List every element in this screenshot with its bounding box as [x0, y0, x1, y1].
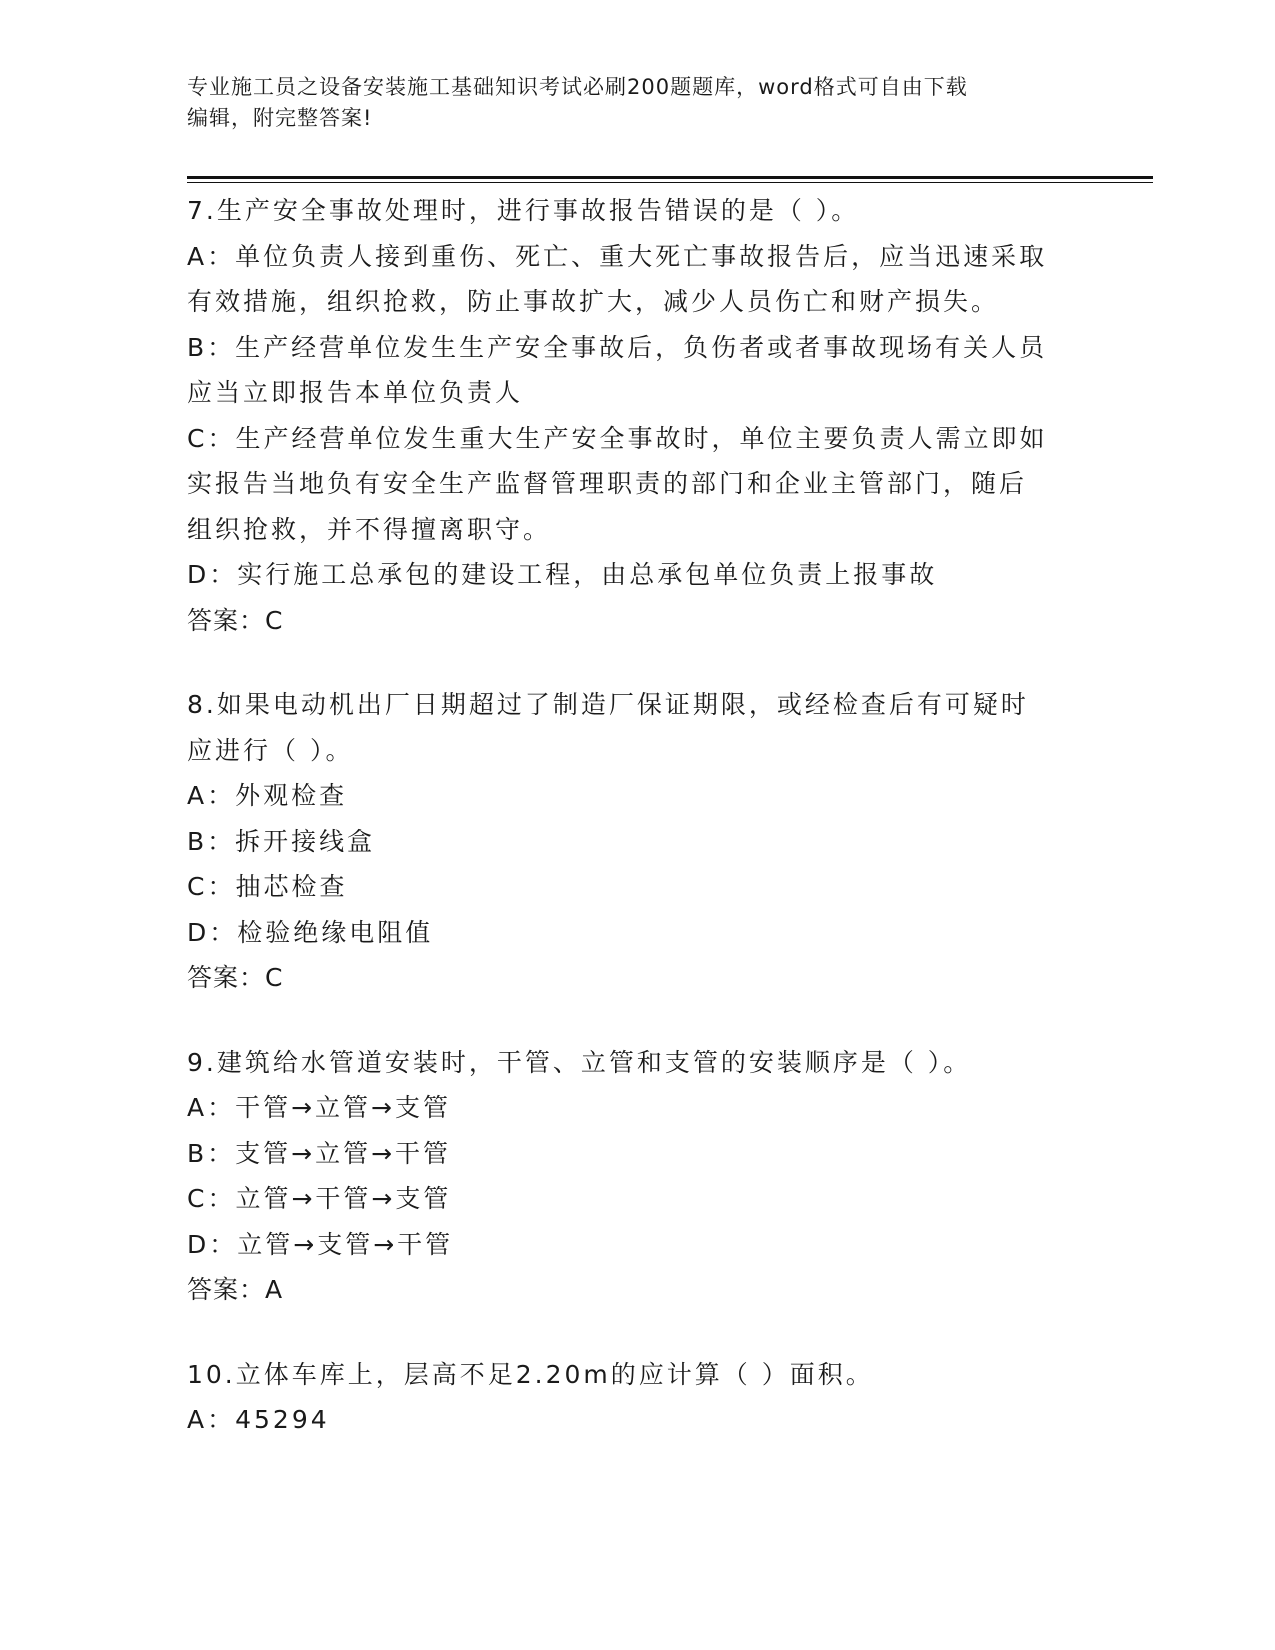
question-7-answer: 答案：C — [187, 605, 284, 635]
question-9-option-d: D：立管→支管→干管 — [187, 1229, 454, 1259]
question-9-option-a: A：干管→立管→支管 — [187, 1093, 451, 1122]
document-header — [187, 72, 1087, 134]
question-7 — [187, 188, 1087, 643]
question-7-option-c: C：生产经营单位发生重大生产安全事故时，单位主要负责人需立即如 — [187, 423, 1048, 453]
question-10 — [187, 1352, 1087, 1443]
question-8-stem-cont: 应进行（ ）。 — [187, 735, 354, 765]
question-7-option-b-cont: 应当立即报告本单位负责人 — [187, 378, 524, 407]
question-9 — [187, 1040, 1087, 1313]
question-9-answer: 答案：A — [187, 1275, 284, 1304]
question-10-option-a: A：45294 — [187, 1405, 330, 1434]
header-divider-thick — [187, 176, 1153, 179]
question-8-option-b: B：拆开接线盒 — [187, 826, 376, 856]
question-7-option-b: B：生产经营单位发生生产安全事故后，负伤者或者事故现场有关人员 — [187, 332, 1048, 362]
question-7-option-c-cont-2: 组织抢救，并不得擅离职守。 — [187, 514, 552, 544]
question-8-option-c: C：抽芯检查 — [187, 872, 348, 901]
question-7-option-d: D：实行施工总承包的建设工程，由总承包单位负责上报事故 — [187, 560, 938, 589]
header-title-line-1: 专业施工员之设备安装施工基础知识考试必刷200题题库，word格式可自由下载 — [187, 75, 968, 99]
question-7-option-a: A：单位负责人接到重伤、死亡、重大死亡事故报告后，应当迅速采取 — [187, 241, 1048, 271]
question-7-option-a-cont: 有效措施，组织抢救，防止事故扩大，减少人员伤亡和财产损失。 — [187, 287, 1000, 316]
question-list — [187, 188, 1087, 1482]
question-7-option-c-cont-1: 实报告当地负有安全生产监督管理职责的部门和企业主管部门，随后 — [187, 469, 1028, 498]
question-9-stem: 9.建筑给水管道安装时，干管、立管和支管的安装顺序是（ ）。 — [187, 1047, 972, 1077]
question-10-stem: 10.立体车库上，层高不足2.20m的应计算（ ）面积。 — [187, 1359, 874, 1389]
question-8-option-d: D：检验绝缘电阻值 — [187, 917, 434, 947]
header-divider-thin — [187, 182, 1153, 183]
question-9-option-b: B：支管→立管→干管 — [187, 1138, 452, 1168]
question-8 — [187, 682, 1087, 1001]
header-title-line-2: 编辑，附完整答案! — [187, 106, 373, 130]
question-7-stem: 7.生产安全事故处理时，进行事故报告错误的是（ ）。 — [187, 196, 860, 225]
question-8-stem: 8.如果电动机出厂日期超过了制造厂保证期限，或经检查后有可疑时 — [187, 690, 1029, 719]
question-8-answer: 答案：C — [187, 963, 284, 992]
question-8-option-a: A：外观检查 — [187, 781, 348, 810]
question-9-option-c: C：立管→干管→支管 — [187, 1184, 452, 1213]
